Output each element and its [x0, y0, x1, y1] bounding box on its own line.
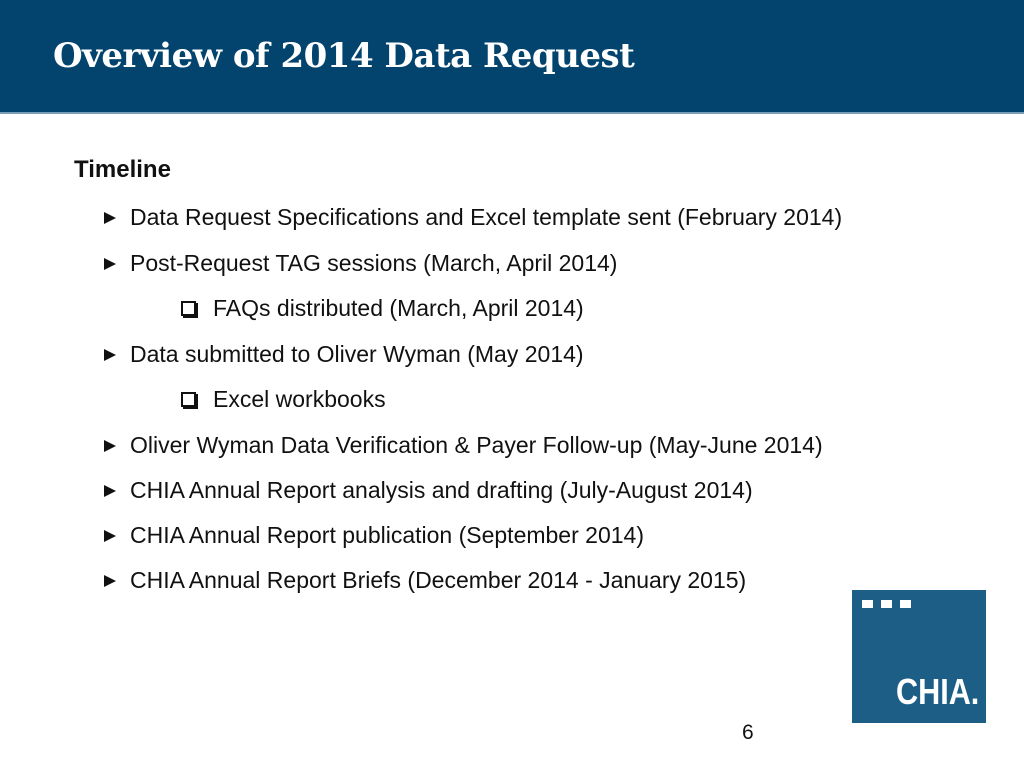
list-item [101, 522, 644, 549]
list-item-text: Oliver Wyman Data Verification & Payer Follow-up (May-June 2014) [130, 432, 823, 458]
list-item-text: Data Request Specifications and Excel template sent (February 2014) [130, 204, 843, 230]
arrow-bullet-icon [104, 258, 116, 270]
list-item-text: CHIA Annual Report Briefs (December 2014 - January 2015) [130, 567, 747, 593]
list-item-text: FAQs distributed (March, April 2014) [213, 295, 584, 321]
arrow-bullet-icon [104, 349, 116, 361]
title-bar [0, 0, 1024, 114]
sub-list-item [181, 386, 386, 413]
chia-logo [852, 590, 986, 723]
section-heading: Timeline [74, 156, 171, 183]
checkbox-bullet-icon [181, 301, 196, 316]
list-item-text: CHIA Annual Report publication (September 2014) [130, 522, 644, 548]
list-item [101, 341, 584, 368]
list-item [101, 477, 753, 504]
list-item [101, 432, 823, 459]
list-item [101, 250, 617, 277]
list-item [101, 204, 842, 231]
list-item-text: CHIA Annual Report analysis and drafting (July-August 2014) [130, 477, 753, 503]
arrow-bullet-icon [104, 440, 116, 452]
slide-title: Overview of 2014 Data Request [53, 36, 635, 76]
list-item-text: Data submitted to Oliver Wyman (May 2014) [130, 341, 584, 367]
arrow-bullet-icon [104, 530, 116, 542]
checkbox-bullet-icon [181, 392, 196, 407]
list-item-text: Excel workbooks [213, 386, 386, 412]
arrow-bullet-icon [104, 575, 116, 587]
logo-dots-icon [862, 600, 911, 608]
logo-text: CHIA. [896, 671, 980, 712]
list-item-text: Post-Request TAG sessions (March, April 2014) [130, 250, 618, 276]
arrow-bullet-icon [104, 212, 116, 224]
page-number: 6 [742, 721, 754, 744]
sub-list-item [181, 295, 584, 322]
list-item [101, 567, 746, 594]
arrow-bullet-icon [104, 485, 116, 497]
